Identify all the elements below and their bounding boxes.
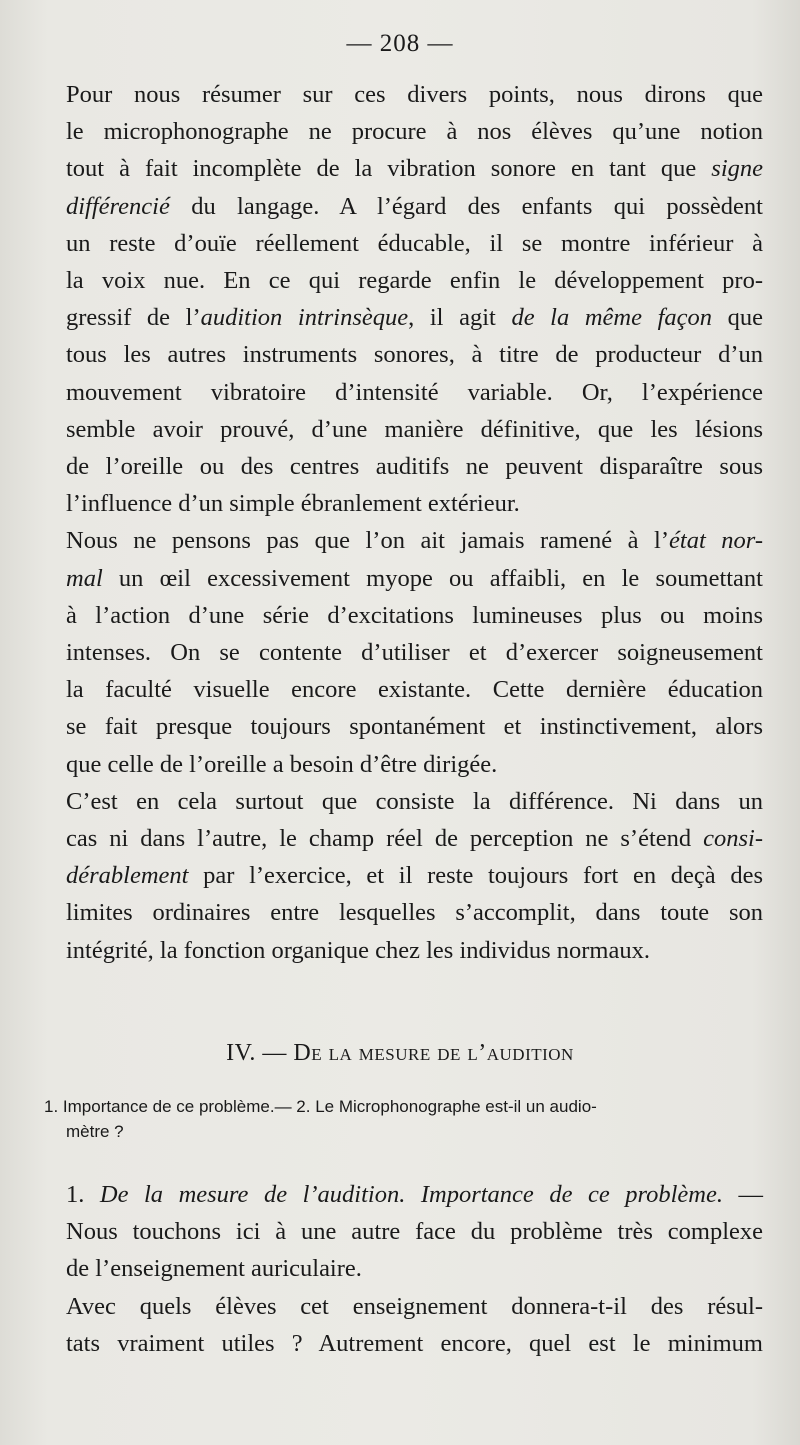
text-line: semble avoir prouvé, d’une manière définitive, que les lésions xyxy=(66,415,763,443)
paragraph-myopic-eye xyxy=(36,522,763,782)
text-line: se fait presque toujours spontanément et instinctivement, alors xyxy=(66,713,763,741)
text-line: intenses. On se contente d’utiliser et d’exercer soigneusement xyxy=(66,639,763,667)
text-line: un reste d’ouïe réellement éducable, il se montre inférieur à xyxy=(66,229,763,257)
text-line: Pour nous résumer sur ces divers points, nous dirons que xyxy=(66,81,763,108)
text-line: limites ordinaires entre lesquelles s’accomplit, dans toute son xyxy=(66,899,763,927)
text-line: la faculté visuelle encore existante. Cette dernière éducation xyxy=(66,676,763,704)
section-title: De la mesure de l’audition xyxy=(293,1040,574,1066)
text-line: la voix nue. En ce qui regarde enfin le développement pro- xyxy=(66,267,763,295)
section-heading xyxy=(0,1040,800,1067)
section-numeral: IV. xyxy=(226,1040,256,1066)
body-text-bottom xyxy=(36,1176,763,1362)
text-line: intégrité, la fonction organique chez les individus normaux. xyxy=(66,936,650,964)
paragraph-difference xyxy=(36,783,763,969)
section-summary xyxy=(44,1094,764,1144)
text-line: Nous ne pensons pas que l’on ait jamais ramené à l’état nor- xyxy=(66,527,763,555)
text-line: tous les autres instruments sonores, à titre de producteur d’un xyxy=(66,341,763,369)
body-text-top xyxy=(36,76,763,969)
text-line: à l’action d’une série d’excitations lumineuses plus ou moins xyxy=(66,601,763,629)
paragraph-which-students xyxy=(36,1288,763,1362)
text-line: tats vraiment utiles ? Autrement encore, quel est le minimum xyxy=(66,1329,763,1357)
text-line: 1. De la mesure de l’audition. Importance de ce problème. — xyxy=(66,1181,764,1208)
text-line: différencié du langage. A l’égard des enfants qui possèdent xyxy=(66,192,763,220)
text-line: cas ni dans l’autre, le champ réel de perception ne s’étend consi- xyxy=(66,825,763,853)
text-line: dérablement par l’exercice, et il reste toujours fort en deçà des xyxy=(66,862,763,890)
text-line: mal un œil excessivement myope ou affaibli, en le soumettant xyxy=(66,564,763,592)
text-line: que celle de l’oreille a besoin d’être dirigée. xyxy=(66,750,498,778)
text-line: tout à fait incomplète de la vibration sonore en tant que signe xyxy=(66,155,763,183)
text-line: C’est en cela surtout que consiste la différence. Ni dans un xyxy=(66,787,763,815)
text-line: le microphonographe ne procure à nos élèves qu’une notion xyxy=(66,118,763,146)
text-line: Nous touchons ici à une autre face du problème très complexe xyxy=(66,1218,763,1246)
text-line: Avec quels élèves cet enseignement donnera-t-il des résul- xyxy=(66,1292,763,1320)
paragraph-measure-heading xyxy=(36,1176,763,1288)
text-line: mouvement vibratoire d’intensité variable. Or, l’expérience xyxy=(66,378,763,406)
text-line: de l’oreille ou des centres auditifs ne peuvent disparaître sous xyxy=(66,453,763,481)
text-line: de l’enseignement auriculaire. xyxy=(66,1255,362,1283)
summary-line: mètre ? xyxy=(66,1122,124,1141)
section-dash: — xyxy=(262,1040,287,1066)
text-line: gressif de l’audition intrinsèque, il agit de la même façon que xyxy=(66,304,763,332)
page-number: — 208 — xyxy=(346,30,454,57)
paragraph-summary-microphonograph xyxy=(36,76,763,522)
text-line: l’influence d’un simple ébranlement extérieur. xyxy=(66,490,520,518)
summary-line: 1. Importance de ce problème.— 2. Le Microphonographe est-il un audio- xyxy=(44,1097,597,1116)
